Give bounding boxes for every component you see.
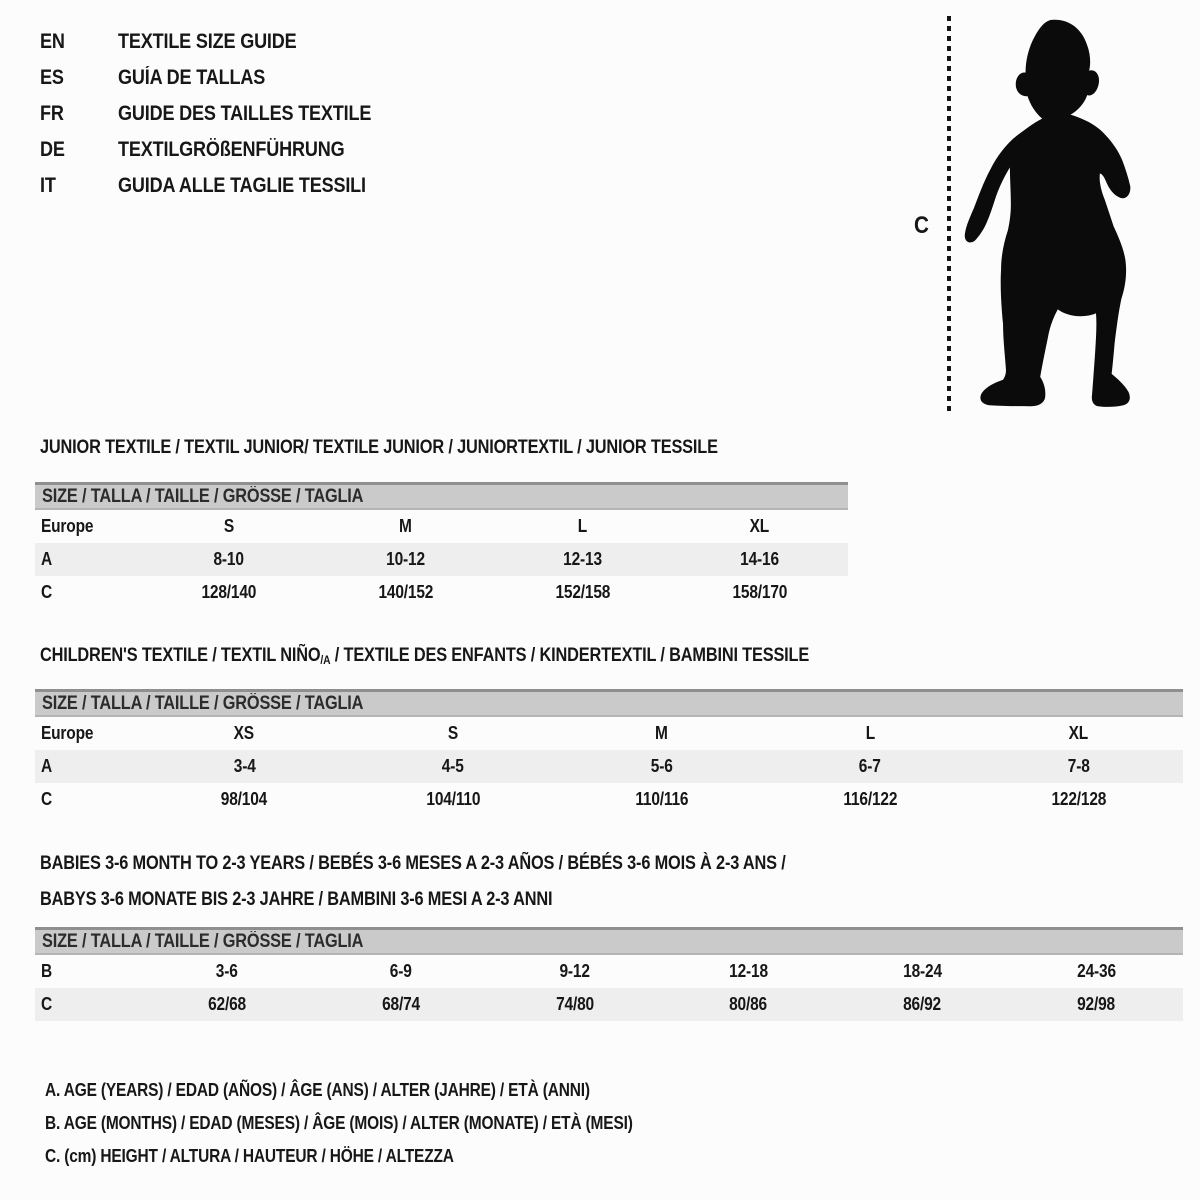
- section-junior: [35, 437, 1183, 609]
- row-label-text: A: [41, 549, 53, 569]
- table-cell-value: 6-7: [859, 756, 882, 776]
- section-title-text: CHILDREN'S TEXTILE / TEXTIL $NIÑO_{/A}$ / TEXTILE DES ENFANTS / KINDERTEXTIL / BAMBINI TESSILE: [40, 645, 810, 667]
- table-cell: [671, 549, 848, 570]
- table-cell-value: 62/68: [207, 994, 246, 1014]
- size-table-junior: [35, 482, 848, 609]
- size-header-text: SIZE / TALLA / TAILLE / GRÖSSE / TAGLIA: [42, 930, 364, 952]
- section-title-text: BABIES 3-6 MONTH TO 2-3 YEARS / BEBÉS 3-6 MESES A 2-3 AÑOS / BÉBÉS 3-6 MOIS À 2-3 ANS /: [40, 853, 786, 874]
- section-title-line: [40, 645, 1183, 667]
- table-cell-value: 122/128: [1051, 789, 1107, 809]
- table-cell-value: 86/92: [903, 994, 942, 1014]
- table-cell-value: XS: [234, 723, 255, 743]
- legend: [45, 1074, 728, 1173]
- size-header-children: [35, 689, 1183, 717]
- language-row: [40, 96, 412, 132]
- table-cell: [661, 961, 835, 982]
- legend-line-text: A. AGE (YEARS) / EDAD (AÑOS) / ÂGE (ANS) / ALTER (JAHRE) / ETÀ (ANNI): [45, 1080, 590, 1100]
- language-title: TEXTILGRÖßENFÜHRUNG: [118, 138, 345, 161]
- table-row-babies-b: [35, 955, 1183, 988]
- table-cell-value: 98/104: [221, 789, 268, 809]
- table-cell: [349, 789, 558, 810]
- table-cell: [974, 756, 1183, 777]
- table-cell: [140, 789, 349, 810]
- table-cell: [835, 961, 1009, 982]
- table-row-junior-europe: [35, 510, 848, 543]
- table-cell: [140, 756, 349, 777]
- language-row: [40, 168, 412, 204]
- table-cell-value: 7-8: [1067, 756, 1090, 776]
- table-cell-value: 24-36: [1076, 961, 1116, 981]
- table-cell-value: 18-24: [902, 961, 942, 981]
- row-label-text: C: [41, 789, 53, 809]
- size-header-text: SIZE / TALLA / TAILLE / GRÖSSE / TAGLIA: [42, 692, 364, 714]
- table-cell: [488, 961, 662, 982]
- table-cell-value: 6-9: [389, 961, 412, 981]
- section-title-line: [40, 437, 1183, 459]
- row-label-text: C: [41, 994, 53, 1014]
- table-cell-value: 14-16: [740, 549, 779, 569]
- legend-line-text: B. AGE (MONTHS) / EDAD (MESES) / ÂGE (MOIS) / ALTER (MONATE) / ETÀ (MESI): [45, 1113, 633, 1133]
- table-cell-value: 10-12: [386, 549, 425, 569]
- table-cell-value: 140/152: [378, 582, 433, 602]
- table-cell: [974, 789, 1183, 810]
- table-cell-value: 80/86: [729, 994, 768, 1014]
- table-row-junior-c: [35, 576, 848, 609]
- section-children: [35, 645, 1183, 816]
- language-title: GUÍA DE TALLAS: [118, 66, 266, 89]
- row-label: [35, 516, 140, 537]
- section-babies: [35, 846, 1183, 1021]
- table-cell-value: 116/122: [843, 789, 898, 809]
- table-cell-value: 92/98: [1077, 994, 1115, 1014]
- language-code: DE: [40, 138, 65, 161]
- table-cell: [317, 516, 494, 537]
- table-cell: [671, 516, 848, 537]
- table-cell: [661, 994, 835, 1015]
- table-row-children-europe: [35, 717, 1183, 750]
- table-cell: [317, 549, 494, 570]
- table-cell: [557, 756, 766, 777]
- table-cell: [494, 516, 671, 537]
- size-header-babies: [35, 927, 1183, 955]
- row-label: [35, 789, 140, 810]
- language-code: ES: [40, 66, 64, 89]
- table-cell-value: 5-6: [650, 756, 673, 776]
- table-cell: [494, 582, 671, 603]
- legend-line-text: C. (cm) HEIGHT / ALTURA / HAUTEUR / HÖHE / ALTEZZA: [45, 1146, 454, 1166]
- size-tables: [35, 437, 1183, 1021]
- row-label: [35, 723, 140, 744]
- table-cell-value: 104/110: [425, 789, 480, 809]
- table-cell-value: 152/158: [555, 582, 610, 602]
- table-cell: [317, 582, 494, 603]
- table-cell-value: S: [447, 723, 458, 743]
- section-title-line: [40, 882, 1183, 918]
- row-label-text: A: [41, 756, 53, 776]
- language-title: GUIDA ALLE TAGLIE TESSILI: [118, 174, 366, 197]
- language-row: [40, 60, 412, 96]
- size-header-text: SIZE / TALLA / TAILLE / GRÖSSE / TAGLIA: [42, 485, 364, 507]
- table-cell-value: L: [865, 723, 875, 743]
- table-cell: [766, 723, 975, 744]
- table-cell-value: 128/140: [201, 582, 256, 602]
- table-cell: [557, 789, 766, 810]
- toddler-silhouette-icon: [950, 10, 1150, 416]
- table-cell-value: 3-4: [233, 756, 256, 776]
- table-cell-value: M: [655, 723, 668, 743]
- table-cell: [349, 723, 558, 744]
- table-cell: [974, 723, 1183, 744]
- section-title-junior: [40, 437, 1183, 459]
- table-cell-value: 12-18: [729, 961, 768, 981]
- row-label: [35, 756, 140, 777]
- section-title-children: [40, 645, 1183, 667]
- row-label-text: B: [41, 961, 53, 981]
- row-label: [35, 994, 140, 1015]
- legend-line: [45, 1140, 728, 1173]
- table-cell: [314, 961, 488, 982]
- row-label: [35, 582, 140, 603]
- table-cell: [557, 723, 766, 744]
- row-label: [35, 549, 140, 570]
- table-row-children-c: [35, 783, 1183, 816]
- table-row-babies-c: [35, 988, 1183, 1021]
- language-title-list: [40, 24, 412, 204]
- table-cell: [314, 994, 488, 1015]
- section-title-text: JUNIOR TEXTILE / TEXTIL JUNIOR/ TEXTILE JUNIOR / JUNIORTEXTIL / JUNIOR TESSILE: [40, 437, 718, 458]
- row-label-text: C: [41, 582, 53, 602]
- language-code: FR: [40, 102, 64, 125]
- table-cell: [140, 723, 349, 744]
- table-cell-value: M: [399, 516, 412, 536]
- language-row: [40, 132, 412, 168]
- table-cell: [766, 789, 975, 810]
- table-cell: [766, 756, 975, 777]
- table-cell-value: 74/80: [555, 994, 594, 1014]
- table-cell: [494, 549, 671, 570]
- table-cell-value: XL: [1068, 723, 1089, 743]
- table-cell: [349, 756, 558, 777]
- table-row-children-a: [35, 750, 1183, 783]
- height-measure-label: C: [914, 212, 929, 239]
- table-cell: [140, 516, 317, 537]
- size-table-children: [35, 689, 1183, 816]
- row-label-text: Europe: [41, 723, 94, 743]
- table-cell: [140, 582, 317, 603]
- section-title-babies: [40, 846, 1183, 918]
- legend-line: [45, 1074, 728, 1107]
- table-cell: [1009, 994, 1183, 1015]
- language-code: IT: [40, 174, 56, 197]
- section-title-text: BABYS 3-6 MONATE BIS 2-3 JAHRE / BAMBINI 3-6 MESI A 2-3 ANNI: [40, 889, 553, 910]
- table-cell: [671, 582, 848, 603]
- table-cell: [488, 994, 662, 1015]
- table-cell-value: 12-13: [563, 549, 602, 569]
- table-cell-value: 110/116: [634, 789, 689, 809]
- table-cell: [835, 994, 1009, 1015]
- table-cell: [140, 994, 314, 1015]
- table-cell-value: L: [577, 516, 588, 536]
- size-table-babies: [35, 927, 1183, 1021]
- table-cell-value: 3-6: [215, 961, 238, 981]
- language-title: GUIDE DES TAILLES TEXTILE: [118, 102, 372, 125]
- table-cell-value: 158/170: [732, 582, 787, 602]
- table-cell-value: 8-10: [213, 549, 244, 569]
- table-cell-value: S: [223, 516, 234, 536]
- language-row: [40, 24, 412, 60]
- table-cell: [1009, 961, 1183, 982]
- table-cell-value: 68/74: [381, 994, 420, 1014]
- language-title: TEXTILE SIZE GUIDE: [118, 30, 297, 53]
- section-title-line: [40, 846, 1183, 882]
- table-row-junior-a: [35, 543, 848, 576]
- language-code: EN: [40, 30, 65, 53]
- legend-line: [45, 1107, 728, 1140]
- row-label-text: Europe: [41, 516, 94, 536]
- table-cell: [140, 961, 314, 982]
- table-cell-value: 9-12: [559, 961, 590, 981]
- row-label: [35, 961, 140, 982]
- table-cell-value: XL: [749, 516, 770, 536]
- table-cell: [140, 549, 317, 570]
- size-header-junior: [35, 482, 848, 510]
- table-cell-value: 4-5: [441, 756, 464, 776]
